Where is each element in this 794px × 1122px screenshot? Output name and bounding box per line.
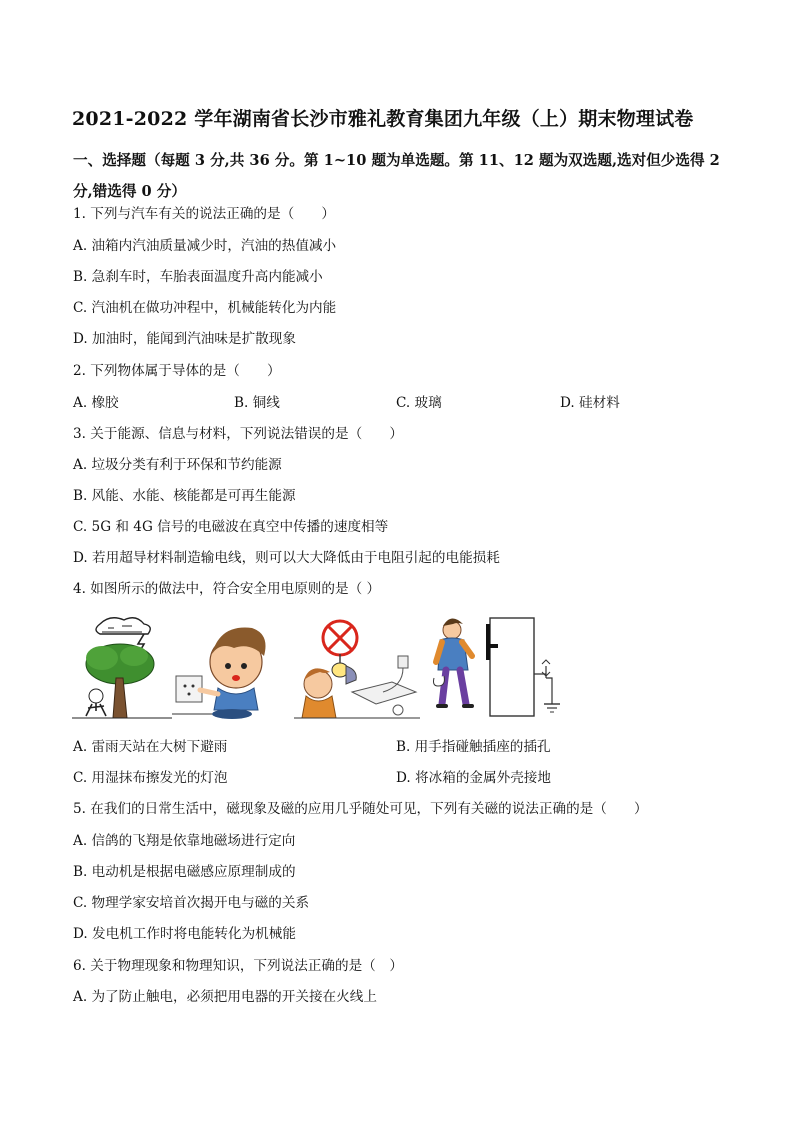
question-1-option-c: C. 汽油机在做功冲程中，机械能转化为内能 [73,300,337,316]
question-3-option-d: D. 若用超导材料制造输电线，则可以大大降低由于电阻引起的电能损耗 [73,550,500,566]
question-4-figures [72,614,572,720]
question-4-option-b: B. 用手指碰触插座的插孔 [396,739,551,755]
question-2-option-a: A. 橡胶 [73,395,119,411]
question-3-option-c: C. 5G 和 4G 信号的电磁波在真空中传播的速度相等 [73,519,389,535]
question-3-option-b: B. 风能、水能、核能都是可再生能源 [73,488,296,504]
question-6-option-a: A. 为了防止触电，必须把用电器的开关接在火线上 [73,989,377,1005]
page-title: 2021-2022 学年湖南省长沙市雅礼教育集团九年级（上）期末物理试卷 [72,108,694,130]
question-5-option-b: B. 电动机是根据电磁感应原理制成的 [73,864,296,880]
question-2-option-c: C. 玻璃 [396,395,442,411]
question-3-stem: 3. 关于能源、信息与材料，下列说法错误的是（ ） [73,426,403,442]
question-2-option-d: D. 硅材料 [560,395,620,411]
question-1-option-a: A. 油箱内汽油质量减少时，汽油的热值减小 [73,238,337,254]
question-5-option-d: D. 发电机工作时将电能转化为机械能 [73,926,296,942]
question-1-stem: 1. 下列与汽车有关的说法正确的是（ ） [73,206,335,222]
question-4-option-d: D. 将冰箱的金属外壳接地 [396,770,551,786]
wet-cloth-bulb-figure [294,614,420,720]
lightning-tree-figure [72,614,172,720]
fridge-ground-figure [430,614,570,720]
child-socket-figure [172,614,284,720]
question-5-option-c: C. 物理学家安培首次揭开电与磁的关系 [73,895,310,911]
section-heading: 一、选择题（每题 3 分,共 36 分。第 1~10 题为单选题。第 11、12 题为双选题,选对但少选得 2 分,错选得 0 分） [73,152,720,200]
question-2-option-b: B. 铜线 [234,395,280,411]
question-6-stem: 6. 关于物理现象和物理知识，下列说法正确的是（ ） [73,958,403,974]
question-3-option-a: A. 垃圾分类有利于环保和节约能源 [73,457,282,473]
question-5-stem: 5. 在我们的日常生活中，磁现象及磁的应用几乎随处可见，下列有关磁的说法正确的是（ ） [73,801,648,817]
question-4-stem: 4. 如图所示的做法中，符合安全用电原则的是（ ） [73,581,381,597]
question-4-option-a: A. 雷雨天站在大树下避雨 [73,739,228,755]
question-4-option-c: C. 用湿抹布擦发光的灯泡 [73,770,228,786]
question-2-stem: 2. 下列物体属于导体的是（ ） [73,363,281,379]
question-1-option-d: D. 加油时，能闻到汽油味是扩散现象 [73,331,296,347]
question-1-option-b: B. 急刹车时，车胎表面温度升高内能减小 [73,269,323,285]
question-5-option-a: A. 信鸽的飞翔是依靠地磁场进行定向 [73,833,296,849]
